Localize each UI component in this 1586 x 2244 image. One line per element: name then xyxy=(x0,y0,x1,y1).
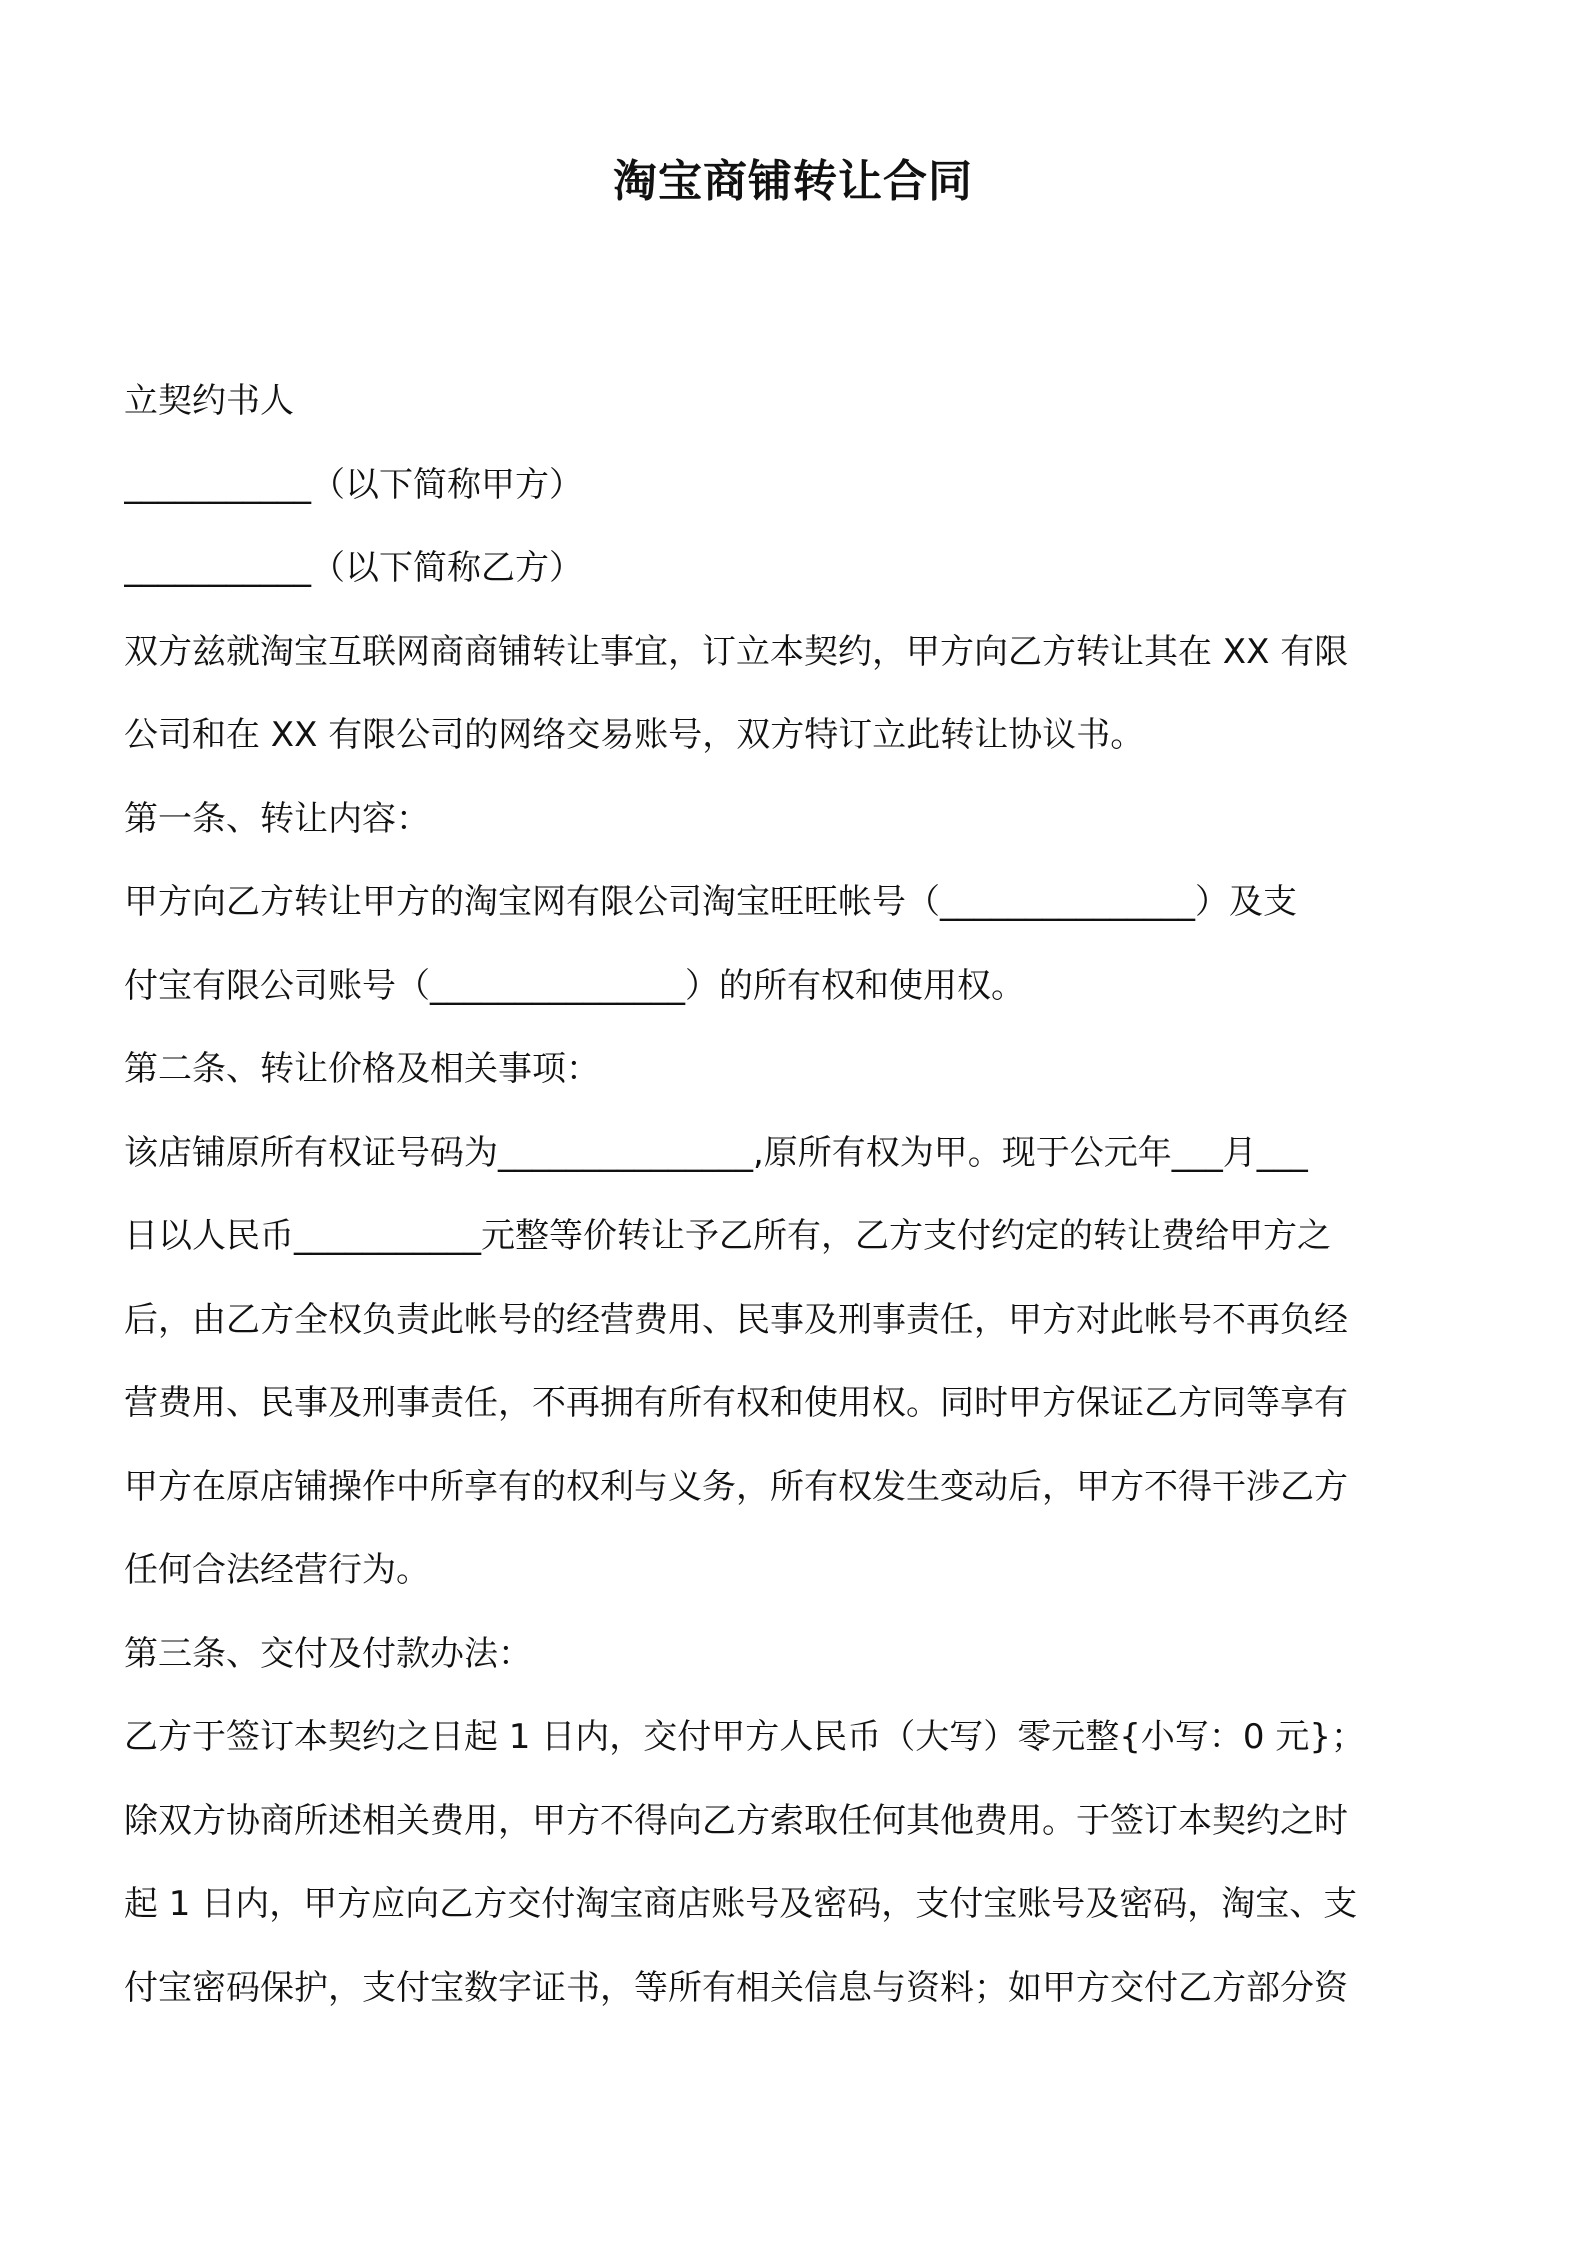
text-line: 付宝密码保护，支付宝数字证书，等所有相关信息与资料；如甲方交付乙方部分资 xyxy=(124,1967,1348,2008)
document-title: 淘宝商铺转让合同 xyxy=(613,156,973,207)
text-line: 立契约书人 xyxy=(124,381,294,421)
text-line: 除双方协商所述相关费用，甲方不得向乙方索取任何其他费用。于签订本契约之时 xyxy=(124,1800,1348,1841)
text-line: 后，由乙方全权负责此帐号的经营费用、民事及刑事责任，甲方对此帐号不再负经 xyxy=(124,1299,1348,1340)
section-heading: 第三条、交付及付款办法： xyxy=(124,1633,532,1674)
section-heading: 第一条、转让内容： xyxy=(124,798,430,839)
text-line: 起 1 日内，甲方应向乙方交付淘宝商店账号及密码，支付宝账号及密码，淘宝、支 xyxy=(124,1884,1358,1924)
text-line: 任何合法经营行为。 xyxy=(124,1550,430,1590)
text-line: 日以人民币___________元整等价转让予乙所有，乙方支付约定的转让费给甲方之 xyxy=(124,1216,1331,1256)
section-heading: 第二条、转让价格及相关事项： xyxy=(124,1049,600,1089)
text-line: 双方兹就淘宝互联网商商铺转让事宜，订立本契约，甲方向乙方转让其在 XX 有限 xyxy=(124,631,1349,672)
text-line: 甲方在原店铺操作中所享有的权利与义务，所有权发生变动后，甲方不得干涉乙方 xyxy=(124,1466,1348,1507)
text-line: ___________（以下简称乙方） xyxy=(124,548,583,588)
text-line: 付宝有限公司账号（_______________）的所有权和使用权。 xyxy=(124,965,1025,1006)
text-line: 营费用、民事及刑事责任，不再拥有所有权和使用权。同时甲方保证乙方同等享有 xyxy=(124,1383,1348,1423)
text-line: 该店铺原所有权证号码为_______________,原所有权为甲。现于公元年___月___ xyxy=(124,1132,1308,1173)
document-body xyxy=(124,360,1464,2030)
text-line: ___________（以下简称甲方） xyxy=(124,464,583,505)
text-line: 公司和在 XX 有限公司的网络交易账号，双方特订立此转让协议书。 xyxy=(124,715,1145,755)
text-line: 乙方于签订本契约之日起 1 日内，交付甲方人民币（大写）零元整{小写：0 元}； xyxy=(124,1717,1365,1757)
text-line: 甲方向乙方转让甲方的淘宝网有限公司淘宝旺旺帐号（_______________）及支 xyxy=(124,882,1297,922)
